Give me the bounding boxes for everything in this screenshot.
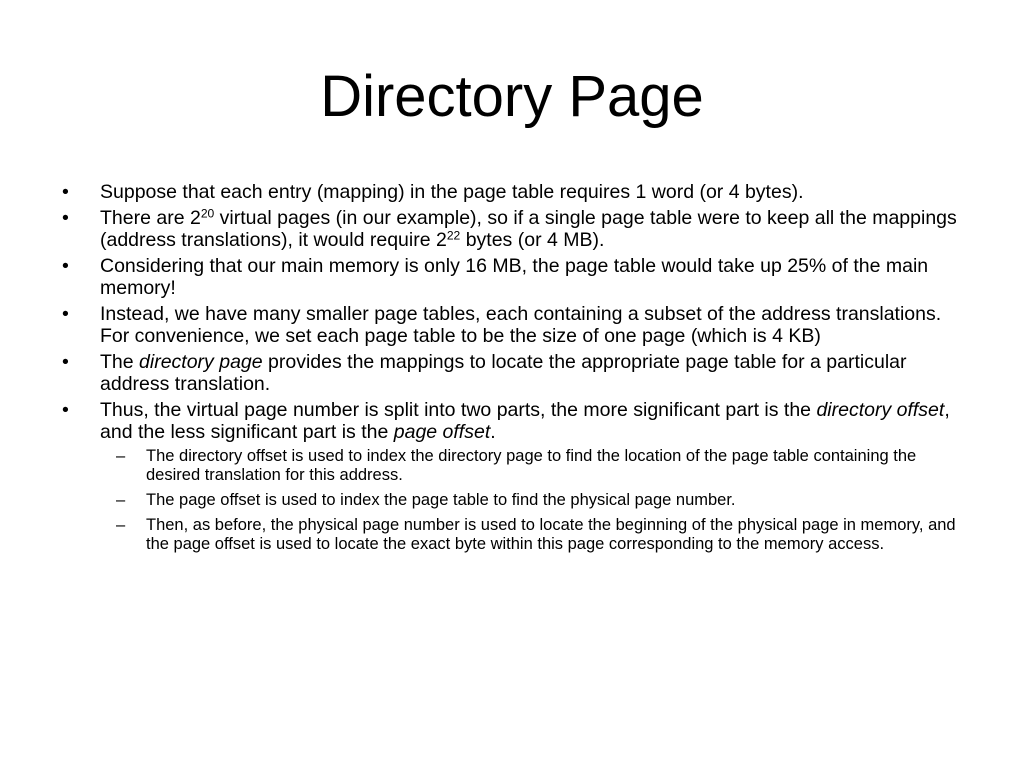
bullet-text: Thus, the virtual page number is split into two parts, the more significant part is the xyxy=(100,399,817,421)
bullet-text: There are 2 xyxy=(100,207,201,229)
bullet-text: bytes (or 4 MB). xyxy=(460,229,605,251)
bullet-marker: • xyxy=(62,303,69,325)
sub-bullet-marker: – xyxy=(116,447,126,465)
sub-bullet-list xyxy=(100,447,967,554)
bullet-text: . xyxy=(490,421,496,443)
bullet-text: , and the less significant part is the xyxy=(100,399,950,443)
emphasized-term: directory page xyxy=(139,351,263,373)
bullet-item xyxy=(62,255,967,299)
sub-bullet-item xyxy=(100,491,967,510)
bullet-marker: • xyxy=(62,181,69,203)
bullet-text: Instead, we have many smaller page tables, each containing a subset of the address translations. For convenience, we set each page table to be the size of one page (which is 4 KB) xyxy=(100,303,942,347)
bullet-marker: • xyxy=(62,351,69,373)
sub-bullet-marker: – xyxy=(116,516,126,534)
bullet-text: The xyxy=(100,351,140,373)
bullet-text: Suppose that each entry (mapping) in the page table requires 1 word (or 4 bytes). xyxy=(100,181,804,203)
bullet-item xyxy=(62,207,967,251)
bullet-item xyxy=(62,303,967,347)
bullet-item xyxy=(62,399,967,554)
exponent: 20 xyxy=(200,206,215,221)
sub-bullet-marker: – xyxy=(116,491,126,509)
bullet-text: provides the mappings to locate the appropriate page table for a particular address translation. xyxy=(100,351,907,395)
sub-bullet-item xyxy=(100,447,967,485)
emphasized-term: directory offset xyxy=(816,399,945,421)
sub-bullet-text: Then, as before, the physical page number is used to locate the beginning of the physical page in memory, and the page offset is used to locate the exact byte within this page corresponding to the memory access. xyxy=(146,516,956,553)
slide-title: Directory Page xyxy=(320,64,704,129)
emphasized-term: page offset xyxy=(393,421,491,443)
bullet-text: virtual pages (in our example), so if a single page table were to keep all the mappings (address translations), it would require 2 xyxy=(100,207,957,251)
bullet-item xyxy=(62,351,967,395)
bullet-list xyxy=(62,181,967,560)
sub-bullet-text: The directory offset is used to index the directory page to find the location of the page table containing the desired translation for this address. xyxy=(146,447,917,484)
bullet-text: Considering that our main memory is only 16 MB, the page table would take up 25% of the main memory! xyxy=(100,255,929,299)
sub-bullet-text: The page offset is used to index the page table to find the physical page number. xyxy=(146,491,736,509)
sub-bullet-item xyxy=(100,516,967,554)
exponent: 22 xyxy=(446,228,461,243)
bullet-marker: • xyxy=(62,207,69,229)
bullet-marker: • xyxy=(62,399,69,421)
bullet-marker: • xyxy=(62,255,69,277)
bullet-item xyxy=(62,181,967,203)
